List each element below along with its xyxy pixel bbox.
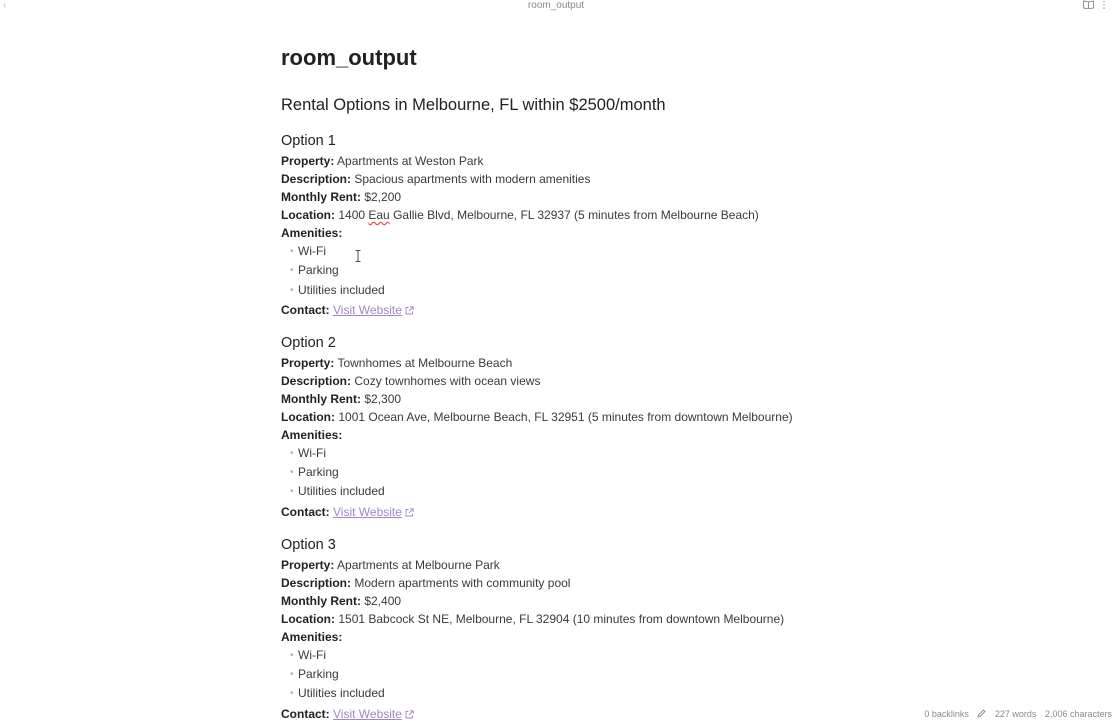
rental-heading: Rental Options in Melbourne, FL within $2500/month xyxy=(281,96,666,114)
list-item-text: Parking xyxy=(298,465,339,480)
rent-line xyxy=(281,188,1001,206)
note-title: room_output xyxy=(281,45,417,70)
location-label: Location: xyxy=(281,611,335,626)
pencil-icon[interactable] xyxy=(977,709,986,721)
bullet-icon: • xyxy=(290,467,294,479)
description-label: Description: xyxy=(281,575,352,590)
list-item xyxy=(281,261,1001,280)
location-value: 1501 Babcock St NE, Melbourne, FL 32904 (10 minutes from downtown Melbourne) xyxy=(338,611,785,626)
list-item xyxy=(281,482,1001,501)
description-line xyxy=(281,372,1001,390)
list-item xyxy=(281,444,1001,463)
property-value: Apartments at Melbourne Park xyxy=(337,557,500,572)
rent-line xyxy=(281,390,1001,408)
list-item xyxy=(281,281,1001,300)
list-item xyxy=(281,463,1001,482)
property-line xyxy=(281,556,1001,574)
bullet-icon: • xyxy=(290,284,294,296)
description-value: Modern apartments with community pool xyxy=(354,575,571,590)
list-item-text: Parking xyxy=(298,263,339,278)
bullet-icon: • xyxy=(290,669,294,681)
list-item-text: Wi-Fi xyxy=(298,445,326,460)
option-section xyxy=(281,332,1001,522)
location-line xyxy=(281,610,1001,628)
backlinks-count[interactable]: 0 backlinks xyxy=(924,709,969,719)
list-item-text: Utilities included xyxy=(298,484,385,499)
description-line xyxy=(281,170,1001,188)
external-link-icon xyxy=(405,706,414,724)
list-item xyxy=(281,684,1001,703)
bullet-icon: • xyxy=(290,649,294,661)
reading-view-icon[interactable] xyxy=(1083,0,1094,13)
window-title: room_output xyxy=(527,0,585,11)
contact-line xyxy=(281,705,1001,724)
document-body[interactable] xyxy=(281,44,1001,724)
bullet-icon: • xyxy=(290,447,294,459)
property-line xyxy=(281,354,1001,372)
text-cursor-icon xyxy=(355,249,361,261)
option-section xyxy=(281,130,1001,320)
description-label: Description: xyxy=(281,373,352,388)
option-title: Option 1 xyxy=(281,133,336,149)
amenities-list xyxy=(281,646,1001,704)
amenities-label: Amenities: xyxy=(281,427,343,442)
bullet-icon: • xyxy=(290,486,294,498)
rent-label: Monthly Rent: xyxy=(281,593,361,608)
title-bar xyxy=(0,0,1112,14)
contact-line xyxy=(281,503,1001,522)
location-value: 1001 Ocean Ave, Melbourne Beach, FL 32951 (5 minutes from downtown Melbourne) xyxy=(338,409,793,424)
word-count: 227 words xyxy=(994,709,1037,719)
external-link-icon xyxy=(405,302,414,320)
property-label: Property: xyxy=(281,355,335,370)
rent-label: Monthly Rent: xyxy=(281,190,361,204)
visit-website-link[interactable]: Visit Website xyxy=(333,504,402,519)
property-label: Property: xyxy=(281,154,335,168)
list-item xyxy=(281,646,1001,665)
description-value: Spacious apartments with modern amenities xyxy=(354,172,591,186)
list-item xyxy=(281,665,1001,684)
property-label: Property: xyxy=(281,557,335,572)
rent-line xyxy=(281,592,1001,610)
amenities-line xyxy=(281,224,1001,242)
rent-value: $2,300 xyxy=(364,391,402,406)
more-options-icon[interactable]: ⋮ xyxy=(1099,0,1109,11)
property-line xyxy=(281,152,1001,170)
list-item xyxy=(281,242,1001,261)
location-part: 1400 xyxy=(338,208,369,222)
amenities-label: Amenities: xyxy=(281,226,343,240)
rent-label: Monthly Rent: xyxy=(281,391,361,406)
amenities-list xyxy=(281,242,1001,300)
back-chevron-icon[interactable]: ‹ xyxy=(3,0,7,11)
list-item-text: Wi-Fi xyxy=(298,244,326,258)
option-title: Option 2 xyxy=(281,334,336,351)
visit-website-link[interactable]: Visit Website xyxy=(333,302,402,317)
list-item-text: Utilities included xyxy=(298,282,385,297)
list-item-text: Parking xyxy=(298,667,339,682)
contact-label: Contact: xyxy=(281,504,330,519)
description-line xyxy=(281,574,1001,592)
status-bar xyxy=(918,708,1112,720)
description-value: Cozy townhomes with ocean views xyxy=(354,373,541,388)
location-line xyxy=(281,408,1001,426)
location-label: Location: xyxy=(281,208,335,222)
bullet-icon: • xyxy=(290,688,294,700)
spellcheck-word[interactable]: Eau xyxy=(368,208,390,222)
list-item-text: Wi-Fi xyxy=(298,647,326,662)
rent-value: $2,400 xyxy=(364,593,402,608)
amenities-label: Amenities: xyxy=(281,629,343,644)
description-label: Description: xyxy=(281,172,352,186)
location-value xyxy=(338,208,758,222)
amenities-list xyxy=(281,444,1001,502)
contact-label: Contact: xyxy=(281,302,330,317)
bullet-icon: • xyxy=(290,246,294,257)
amenities-line xyxy=(281,426,1001,444)
location-line xyxy=(281,206,1001,224)
option-title: Option 3 xyxy=(281,536,336,553)
character-count: 2,006 characters xyxy=(1044,709,1112,719)
amenities-line xyxy=(281,628,1001,646)
location-part: Gallie Blvd, Melbourne, FL 32937 (5 minutes from Melbourne Beach) xyxy=(389,208,759,222)
option-section xyxy=(281,534,1001,724)
list-item-text: Utilities included xyxy=(298,686,385,701)
rent-value: $2,200 xyxy=(364,190,402,204)
visit-website-link[interactable]: Visit Website xyxy=(333,706,402,721)
external-link-icon xyxy=(405,504,414,522)
bullet-icon: • xyxy=(290,265,294,277)
contact-label: Contact: xyxy=(281,706,330,721)
contact-line xyxy=(281,301,1001,320)
location-label: Location: xyxy=(281,409,335,424)
property-value: Townhomes at Melbourne Beach xyxy=(337,355,513,370)
property-value: Apartments at Weston Park xyxy=(337,154,484,168)
